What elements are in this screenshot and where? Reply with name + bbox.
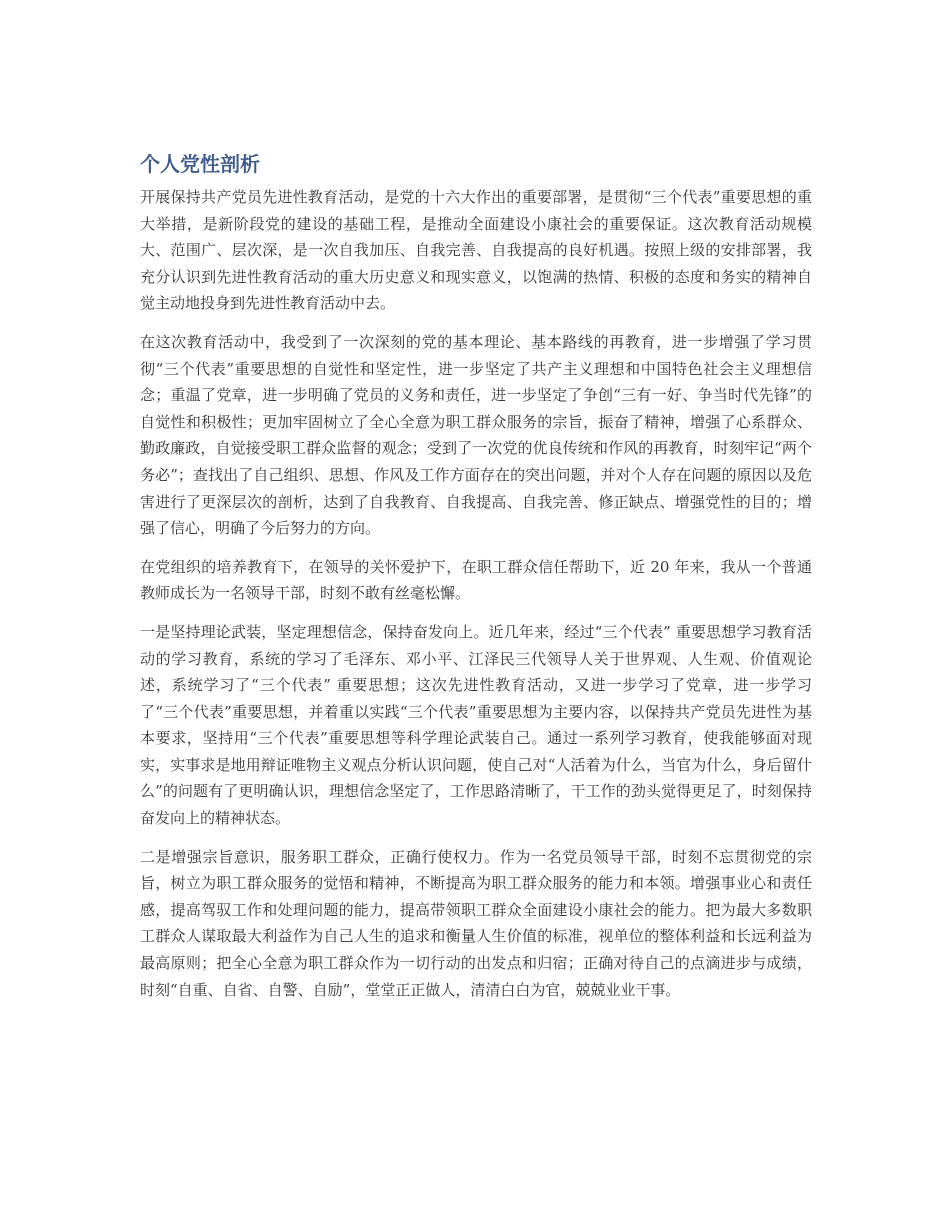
paragraph-point-one: 一是坚持理论武装，坚定理想信念，保持奋发向上。近几年来，经过“三个代表” 重要思想学习教育活动的学习教育，系统的学习了毛泽东、邓小平、江泽民三代领导人关于世界观、人生观、价值观论述，系统学习了“三个代表” 重要思想；这次先进性教育活动，又进一步学习了党章，进一步学习了“三个代表”重要思想，并着重以实践“三个代表”重要思想为主要内容，以保持共产党员先进性为基本要求，坚持用“三个代表”重要思想等科学理论武装自己。通过一系列学习教育，使我能够面对现实，实事求是地用辩证唯物主义观点分析认识问题，使自己对“人活着为什么，当官为什么，身后留什么”的问题有了更明确认识，理想信念坚定了，工作思路清晰了，干工作的劲头觉得更足了，时刻保持奋发向上的精神状态。 (140, 622, 812, 828)
paragraph-intro: 开展保持共产党员先进性教育活动，是党的十六大作出的重要部署，是贯彻“三个代表”重要思想的重大举措，是新阶段党的建设的基础工程，是推动全面建设小康社会的重要保证。这次教育活动规模大、范围广、层次深，是一次自我加压、自我完善、自我提高的良好机遇。按照上级的安排部署，我充分认识到先进性教育活动的重大历史意义和现实意义，以饱满的热情、积极的态度和务实的精神自觉主动地投身到先进性教育活动中去。 (140, 188, 812, 313)
document-title: 个人党性剖析 (140, 152, 260, 176)
paragraph-growth: 在党组织的培养教育下，在领导的关怀爱护下，在职工群众信任帮助下，近 20 年来，我从一个普通教师成长为一名领导干部，时刻不敢有丝毫松懈。 (140, 557, 812, 603)
paragraph-education-gains: 在这次教育活动中，我受到了一次深刻的党的基本理论、基本路线的再教育，进一步增强了学习贯彻“三个代表”重要思想的自觉性和坚定性，进一步坚定了共产主义理想和中国特色社会主义理想信念；重温了党章，进一步明确了党员的义务和责任，进一步坚定了争创“三有一好、争当时代先锋”的自觉性和积极性；更加牢固树立了全心全意为职工群众服务的宗旨，振奋了精神，增强了心系群众、勤政廉政，自觉接受职工群众监督的观念；受到了一次党的优良传统和作风的再教育，时刻牢记“两个务必”；查找出了自己组织、思想、作风及工作方面存在的突出问题，并对个人存在问题的原因以及危害进行了更深层次的剖析，达到了自我教育、自我提高、自我完善、修正缺点、增强党性的目的；增强了信心，明确了今后努力的方向。 (140, 332, 812, 538)
paragraph-point-two: 二是增强宗旨意识，服务职工群众，正确行使权力。作为一名党员领导干部，时刻不忘贯彻党的宗旨，树立为职工群众服务的觉悟和精神，不断提高为职工群众服务的能力和本领。增强事业心和责任感，提高驾驭工作和处理问题的能力，提高带领职工群众全面建设小康社会的能力。把为最大多数职工群众人谋取最大利益作为自己人生的追求和衡量人生价值的标准，视单位的整体利益和长远利益为最高原则；把全心全意为职工群众作为一切行动的出发点和归宿；正确对待自己的点滴进步与成绩，时刻“自重、自省、自警、自励”，堂堂正正做人，清清白白为官，兢兢业业干事。 (140, 847, 812, 999)
document-page (140, 150, 812, 1015)
